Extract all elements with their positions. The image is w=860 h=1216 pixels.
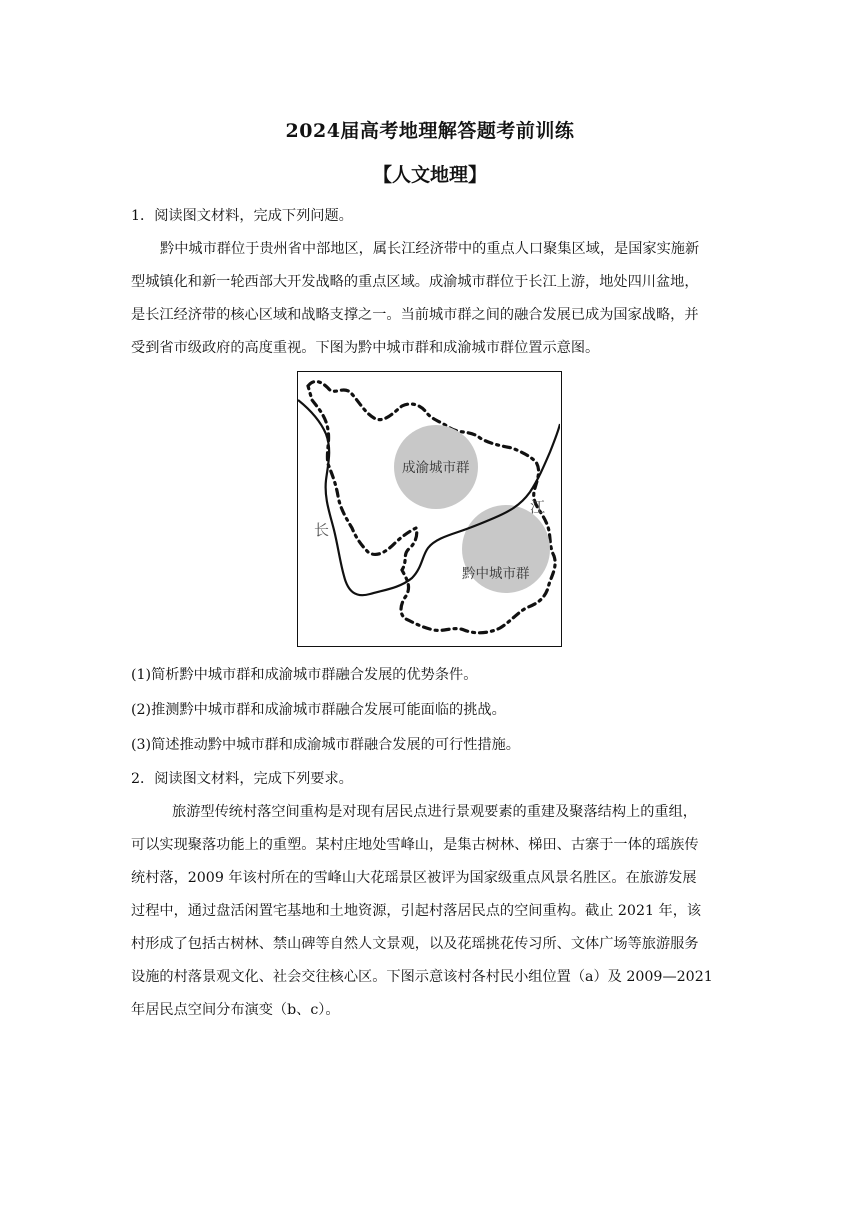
location-map <box>297 371 562 647</box>
map-label-jiang: 江 <box>530 500 546 516</box>
q2-paragraph-line: 可以实现聚落功能上的重塑。某村庄地处雪峰山，是集古树林、梯田、古寨于一体的瑶族传 <box>131 837 699 853</box>
q1-paragraph-line: 型城镇化和新一轮西部大开发战略的重点区域。成渝城市群位于长江上游，地处四川盆地， <box>131 274 699 290</box>
q1-paragraph-line: 受到省市级政府的高度重视。下图为黔中城市群和成渝城市群位置示意图。 <box>131 340 600 356</box>
q1-paragraph-line: 是长江经济带的核心区域和战略支撑之一。当前城市群之间的融合发展已成为国家战略，并 <box>131 307 699 323</box>
q1-subquestion-2: (2)推测黔中城市群和成渝城市群融合发展可能面临的挑战。 <box>131 702 506 718</box>
document-subtitle: 【人文地理】 <box>372 164 487 186</box>
q2-heading: 2．阅读图文材料，完成下列要求。 <box>131 771 353 787</box>
q2-paragraph-line: 统村落，2009 年该村所在的雪峰山大花瑶景区被评为国家级重点风景名胜区。在旅游发展 <box>131 870 697 886</box>
q2-paragraph-line: 设施的村落景观文化、社会交往核心区。下图示意该村各村民小组位置（a）及 2009—2021 <box>131 969 713 985</box>
q1-heading: 1．阅读图文材料，完成下列问题。 <box>131 208 353 224</box>
q2-paragraph-line: 过程中，通过盘活闲置宅基地和土地资源，引起村落居民点的空间重构。截止 2021 年，该 <box>131 903 702 919</box>
document-title: 2024届高考地理解答题考前训练 <box>285 120 575 142</box>
map-label-chengyu: 成渝城市群 <box>402 460 470 475</box>
map-label-qianzhong: 黔中城市群 <box>462 566 530 581</box>
q2-paragraph-line: 年居民点空间分布演变（b、c）。 <box>131 1002 340 1018</box>
q1-subquestion-1: (1)简析黔中城市群和成渝城市群融合发展的优势条件。 <box>131 667 478 683</box>
q1-subquestion-3: (3)简述推动黔中城市群和成渝城市群融合发展的可行性措施。 <box>131 737 520 753</box>
q2-paragraph-line: 旅游型传统村落空间重构是对现有居民点进行景观要素的重建及聚落结构上的重组， <box>172 804 697 820</box>
q2-paragraph-line: 村形成了包括古树林、禁山碑等自然人文景观，以及花瑶挑花传习所、文体广场等旅游服务 <box>131 936 699 952</box>
map-label-chang: 长 <box>314 523 330 539</box>
q1-paragraph-line: 黔中城市群位于贵州省中部地区，属长江经济带中的重点人口聚集区域，是国家实施新 <box>160 241 700 257</box>
